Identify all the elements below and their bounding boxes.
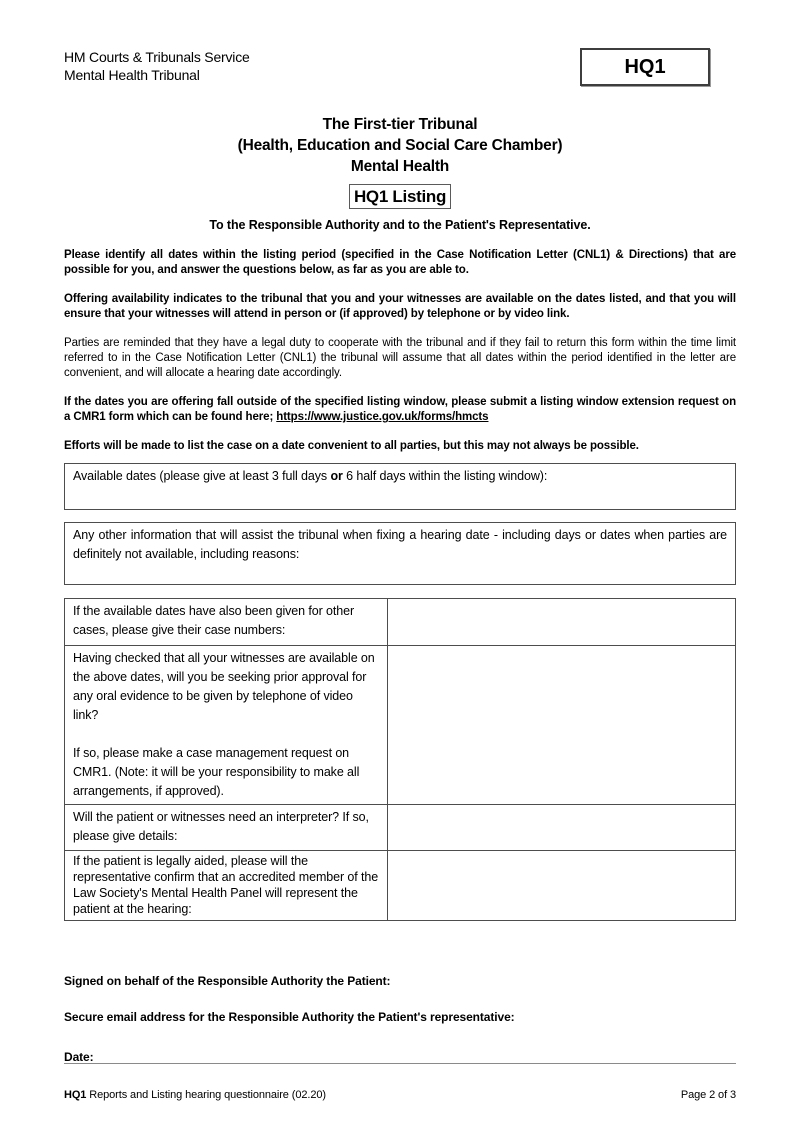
title-line-3: Mental Health	[350, 158, 450, 175]
intro-paragraph-4	[64, 395, 736, 425]
question-text-note: If so, please make a case management request on CMR1. (Note: it will be your responsibility to make all arrangements, if approved).	[73, 746, 360, 798]
available-dates-field[interactable]	[64, 463, 736, 510]
addressee-line: To the Responsible Authority and to the Patient's Representative.	[209, 218, 591, 232]
signed-label: Signed on behalf of the Responsible Authority the Patient:	[64, 974, 391, 988]
question-interpreter	[65, 805, 388, 851]
secure-email-label: Secure email address for the Responsible Authority the Patient's representative:	[64, 1010, 515, 1024]
table-row	[65, 599, 736, 646]
date-label: Date:	[64, 1050, 94, 1064]
org-service-line: HM Courts & Tribunals Service	[64, 49, 250, 65]
other-information-field[interactable]: Any other information that will assist the tribunal when fixing a hearing date - including days or dates when parties are definitely not available, including reasons:	[64, 522, 736, 585]
available-dates-label-or: or	[330, 469, 343, 483]
document-title	[64, 114, 736, 177]
answer-cell-interpreter[interactable]	[388, 805, 736, 851]
question-text: If the patient is legally aided, please will the representative confirm that an accredited member of the Law Society's Mental Health Panel will represent the patient at the hearing:	[73, 854, 379, 916]
question-text: Will the patient or witnesses need an interpreter? If so, please give details:	[73, 810, 369, 843]
form-code-label: HQ1	[624, 55, 666, 78]
page-footer	[64, 1063, 736, 1101]
available-dates-label-post: 6 half days within the listing window):	[342, 469, 548, 483]
org-tribunal-line: Mental Health Tribunal	[64, 67, 200, 83]
question-other-cases	[65, 599, 388, 646]
question-text: Having checked that all your witnesses are available on the above dates, will you be seeking prior approval for any oral evidence to be given by telephone of video link?	[73, 651, 375, 722]
footer-page-number: Page 2 of 3	[680, 1089, 736, 1101]
form-code-box	[580, 48, 710, 86]
title-line-1: The First-tier Tribunal	[322, 116, 478, 133]
masthead	[64, 48, 736, 86]
question-text: If the available dates have also been given for other cases, please give their case numbers:	[73, 604, 355, 637]
cmr1-request-text: If the dates you are offering fall outside of the specified listing window, please submit a listing window extension request on a CMR1 form which can be found here;	[64, 396, 736, 423]
answer-cell-other-cases[interactable]	[388, 599, 736, 646]
answer-cell-legal-aid[interactable]	[388, 851, 736, 921]
hmcts-forms-link[interactable]: https://www.justice.gov.uk/forms/hmcts	[276, 411, 489, 423]
answer-cell-oral-evidence[interactable]	[388, 646, 736, 805]
table-row	[65, 646, 736, 805]
available-dates-label-pre: Available dates (please give at least 3 full days	[73, 469, 331, 483]
intro-paragraph-1: Please identify all dates within the listing period (specified in the Case Notification Letter (CNL1) & Directions) that are possible for you, and answer the questions below, as far as you are able to.	[64, 249, 736, 276]
footer-doc-title: Reports and Listing hearing questionnaire (02.20)	[86, 1089, 326, 1101]
form-name-row	[64, 184, 736, 209]
table-row	[65, 805, 736, 851]
intro-paragraph-3: Parties are reminded that they have a legal duty to cooperate with the tribunal and if they fail to return this form within the time limit referred to in the Case Notification Letter (CNL1) the tribunal will assume that all dates within the period identified in the letter are convenient, and will allocate a hearing date accordingly.	[64, 337, 736, 379]
question-oral-evidence	[65, 646, 388, 805]
title-line-2: (Health, Education and Social Care Chamber)	[237, 137, 563, 154]
intro-paragraph-5: Efforts will be made to list the case on a date convenient to all parties, but this may not always be possible.	[64, 440, 639, 452]
footer-document-reference	[64, 1089, 326, 1101]
question-legal-aid	[65, 851, 388, 921]
table-row	[65, 851, 736, 921]
form-name-badge: HQ1 Listing	[349, 184, 451, 209]
questions-table	[64, 598, 736, 921]
organisation-block	[64, 48, 250, 84]
footer-doc-code: HQ1	[64, 1089, 87, 1101]
intro-paragraph-2: Offering availability indicates to the tribunal that you and your witnesses are available on the dates listed, and that you will ensure that your witnesses will attend in person or (if approved) by telephone or by video link.	[64, 293, 736, 320]
